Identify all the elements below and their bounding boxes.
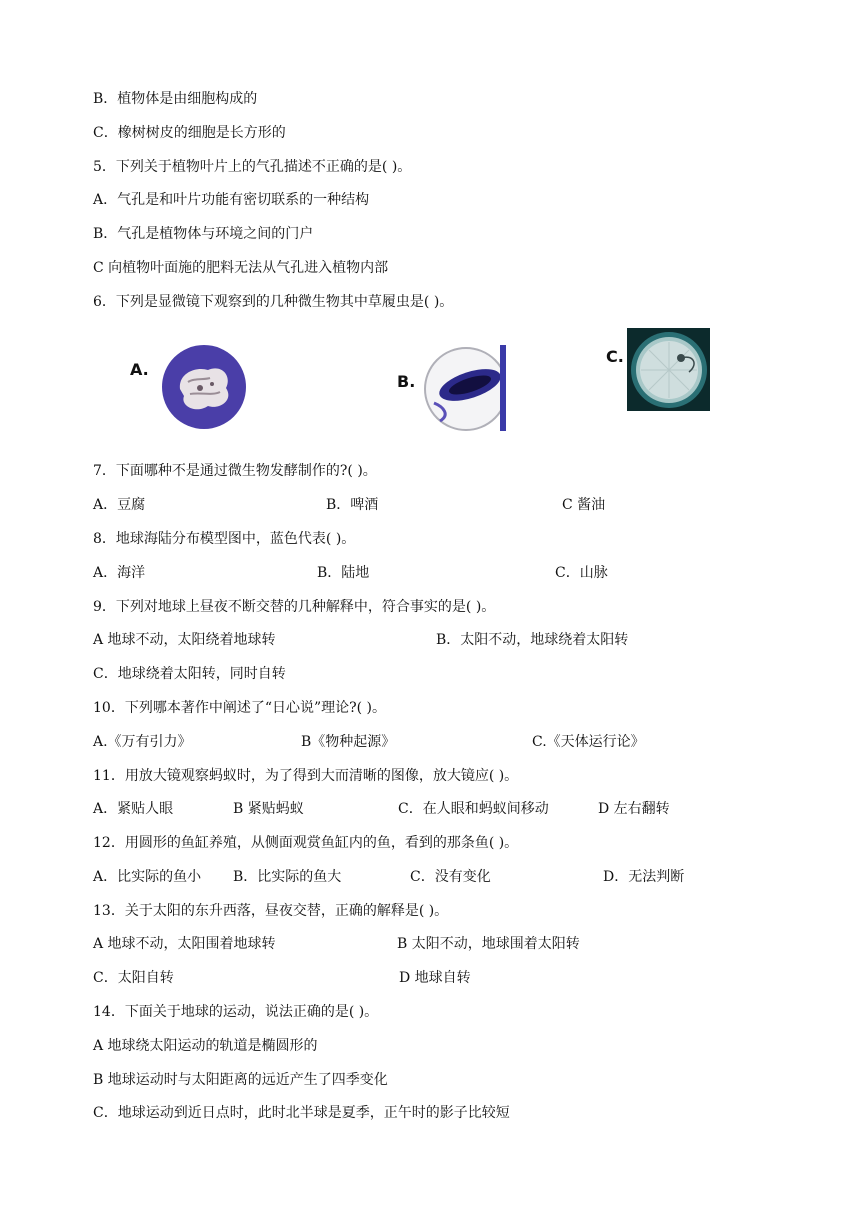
option-c: C．没有变化 <box>410 869 491 885</box>
option-line: C．地球运动到近日点时，此时北半球是夏季，正午时的影子比较短 <box>93 1105 510 1121</box>
option-a: A 地球不动，太阳绕着地球转 <box>93 632 276 648</box>
figure-label-a: A. <box>130 360 149 379</box>
option-b: B 紧贴蚂蚁 <box>233 801 304 817</box>
question-13: 13．关于太阳的东升西落，昼夜交替，正确的解释是( )。 <box>93 903 449 919</box>
figure-label-b: B. <box>397 372 416 391</box>
option-a: A.《万有引力》 <box>93 734 192 750</box>
option-a: A．紧贴人眼 <box>93 801 174 817</box>
option-a: A．豆腐 <box>93 497 146 513</box>
option-line: B．植物体是由细胞构成的 <box>93 91 258 107</box>
option-line: A．气孔是和叶片功能有密切联系的一种结构 <box>93 192 370 208</box>
option-c: C．太阳自转 <box>93 970 174 986</box>
option-b: B．啤酒 <box>326 497 379 513</box>
option-line: A 地球绕太阳运动的轨道是椭圆形的 <box>93 1038 318 1054</box>
option-c: C．在人眼和蚂蚁间移动 <box>398 801 549 817</box>
paramecium-micrograph-icon <box>420 345 506 431</box>
option-line: B 地球运动时与太阳距离的远近产生了四季变化 <box>93 1072 388 1088</box>
question-6: 6．下列是显微镜下观察到的几种微生物其中草履虫是( )。 <box>93 294 454 310</box>
question-9: 9．下列对地球上昼夜不断交替的几种解释中，符合事实的是( )。 <box>93 599 496 615</box>
option-c: C.《天体运行论》 <box>532 734 645 750</box>
question-14: 14．下面关于地球的运动，说法正确的是( )。 <box>93 1004 379 1020</box>
option-a: A．比实际的鱼小 <box>93 869 202 885</box>
option-c: C．山脉 <box>555 565 608 581</box>
option-b: B．太阳不动，地球绕着太阳转 <box>436 632 629 648</box>
option-d: D 地球自转 <box>399 970 471 986</box>
option-a: A 地球不动，太阳围着地球转 <box>93 936 276 952</box>
option-d: D 左右翻转 <box>598 801 670 817</box>
option-a: A．海洋 <box>93 565 146 581</box>
question-12: 12．用圆形的鱼缸养殖，从侧面观赏鱼缸内的鱼，看到的那条鱼( )。 <box>93 835 519 851</box>
figure-label-c: C. <box>606 347 624 366</box>
option-b: B．比实际的鱼大 <box>233 869 342 885</box>
option-d: D．无法判断 <box>603 869 685 885</box>
option-b: B．陆地 <box>317 565 370 581</box>
question-7: 7．下面哪种不是通过微生物发酵制作的?( )。 <box>93 463 377 479</box>
option-c: C 酱油 <box>562 497 606 513</box>
option-line: C．橡树树皮的细胞是长方形的 <box>93 125 286 141</box>
question-5: 5．下列关于植物叶片上的气孔描述不正确的是( )。 <box>93 159 412 175</box>
option-b: B《物种起源》 <box>301 734 396 750</box>
option-line: B．气孔是植物体与环境之间的门户 <box>93 226 314 242</box>
option-line: C．地球绕着太阳转，同时自转 <box>93 666 286 682</box>
amoeba-micrograph-icon <box>160 344 246 430</box>
question-8: 8．地球海陆分布模型图中，蓝色代表( )。 <box>93 531 356 547</box>
question-10: 10．下列哪本著作中阐述了“日心说”理论?( )。 <box>93 700 387 716</box>
option-line: C 向植物叶面施的肥料无法从气孔进入植物内部 <box>93 260 389 276</box>
option-b: B 太阳不动，地球围着太阳转 <box>397 936 580 952</box>
cell-micrograph-icon <box>627 328 710 411</box>
question-11: 11．用放大镜观察蚂蚁时，为了得到大而清晰的图像，放大镜应( )。 <box>93 768 519 784</box>
